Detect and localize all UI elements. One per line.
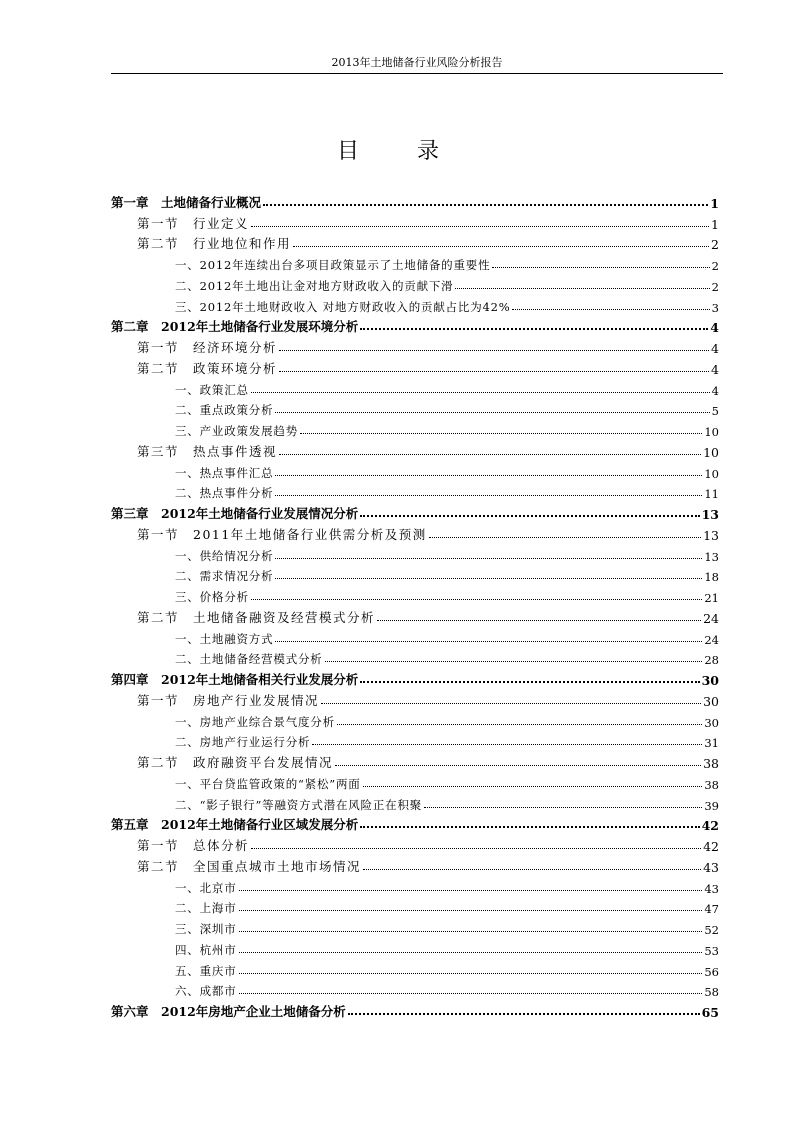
- toc-dot-leader: [279, 350, 709, 351]
- toc-entry-label: 一、热点事件汇总: [175, 465, 274, 480]
- toc-entry-label: 一、2012年连续出台多项目政策显示了土地储备的重要性: [175, 258, 491, 272]
- toc-entry-label: 一、北京市: [175, 880, 237, 895]
- page-title: 目 录: [336, 139, 457, 164]
- toc-subsection-entry[interactable]: [111, 294, 719, 315]
- toc-entry-label: 一、供给情况分析: [175, 548, 274, 563]
- toc-section-entry[interactable]: [111, 232, 719, 253]
- toc-entry-label: 第一节 房地产行业发展情况: [137, 692, 320, 708]
- toc-entry-label: 一、房地产业综合景气度分析: [175, 714, 335, 729]
- toc-dot-leader: [275, 578, 702, 579]
- toc-subsection-entry[interactable]: [111, 418, 719, 439]
- toc-entry-label: 第三节 热点事件透视: [137, 443, 278, 459]
- toc-subsection-entry[interactable]: [111, 709, 719, 730]
- toc-dot-leader: [263, 204, 708, 206]
- toc-page-number: 18: [704, 570, 719, 585]
- toc-page-number: 53: [704, 943, 719, 958]
- table-of-contents: [111, 190, 719, 1020]
- toc-entry-label: 第一节 2011年土地储备行业供需分析及预测: [137, 526, 427, 542]
- toc-dot-leader: [279, 371, 709, 372]
- toc-entry-label: 第二节 全国重点城市土地市场情况: [137, 858, 362, 874]
- toc-dot-leader: [300, 433, 702, 434]
- toc-dot-leader: [275, 558, 702, 559]
- toc-dot-leader: [239, 910, 703, 911]
- toc-page-number: 10: [704, 466, 719, 481]
- toc-entry-label: 第二节 政府融资平台发展情况: [137, 755, 334, 770]
- toc-subsection-entry[interactable]: [111, 564, 719, 585]
- toc-page-number: 65: [701, 1005, 719, 1020]
- toc-subsection-entry[interactable]: [111, 937, 719, 958]
- toc-page-number: 4: [711, 341, 719, 356]
- toc-section-entry[interactable]: [111, 833, 719, 854]
- toc-page-number: 43: [703, 859, 719, 875]
- toc-section-entry[interactable]: [111, 750, 719, 771]
- toc-page-number: 43: [704, 881, 719, 896]
- toc-page-number: 38: [703, 756, 719, 771]
- toc-page-number: 28: [704, 653, 719, 668]
- toc-dot-leader: [279, 454, 701, 455]
- toc-subsection-entry[interactable]: [111, 584, 719, 605]
- toc-dot-leader: [239, 931, 703, 932]
- toc-subsection-entry[interactable]: [111, 979, 719, 1000]
- toc-subsection-entry[interactable]: [111, 896, 719, 917]
- toc-subsection-entry[interactable]: [111, 460, 719, 481]
- toc-section-entry[interactable]: [111, 605, 719, 626]
- toc-dot-leader: [251, 599, 703, 600]
- toc-entry-label: 二、2012年土地出让金对地方财政收入的贡献下滑: [175, 278, 454, 293]
- toc-page-number: 39: [704, 798, 719, 813]
- toc-page-number: 5: [711, 404, 719, 419]
- toc-page-number: 30: [704, 715, 719, 730]
- toc-subsection-entry[interactable]: [111, 543, 719, 564]
- toc-dot-leader: [360, 681, 699, 683]
- toc-entry-label: 第二章 2012年土地储备行业发展环境分析: [111, 319, 359, 335]
- toc-page-number: 3: [711, 300, 719, 315]
- toc-section-entry[interactable]: [111, 522, 719, 543]
- toc-page-number: 13: [701, 507, 719, 522]
- toc-subsection-entry[interactable]: [111, 958, 719, 979]
- toc-page-number: 42: [703, 839, 719, 854]
- toc-entry-label: 第二节 土地储备融资及经营模式分析: [137, 609, 376, 625]
- toc-entry-label: 二、土地储备经营模式分析: [175, 652, 323, 667]
- toc-entry-label: 一、平台贷监管政策的“紧松”两面: [175, 776, 361, 791]
- toc-page-number: 24: [704, 632, 719, 647]
- toc-section-entry[interactable]: [111, 439, 719, 460]
- toc-page-number: 24: [703, 610, 719, 626]
- toc-section-entry[interactable]: [111, 356, 719, 377]
- toc-page-number: 2: [711, 279, 719, 294]
- toc-dot-leader: [455, 288, 709, 289]
- toc-dot-leader: [275, 641, 702, 642]
- toc-page-number: 47: [704, 902, 719, 917]
- toc-entry-label: 一、土地融资方式: [175, 631, 274, 646]
- toc-dot-leader: [429, 537, 701, 538]
- toc-page-number: 58: [704, 985, 719, 1000]
- toc-page-number: 1: [710, 195, 719, 211]
- toc-chapter-entry[interactable]: [111, 190, 719, 211]
- toc-entry-label: 第二节 行业地位和作用: [137, 236, 292, 252]
- running-header: 2013年土地储备行业风险分析报告: [331, 56, 503, 69]
- toc-page-number: 4: [711, 361, 719, 377]
- toc-subsection-entry[interactable]: [111, 875, 719, 896]
- toc-dot-leader: [251, 848, 701, 849]
- toc-page-number: 13: [704, 549, 719, 564]
- toc-page-number: 13: [703, 527, 719, 543]
- toc-entry-label: 一、政策汇总: [175, 382, 249, 397]
- toc-dot-leader: [337, 724, 702, 725]
- toc-page-number: 21: [704, 591, 719, 605]
- toc-page-number: 52: [704, 923, 719, 937]
- toc-dot-leader: [360, 515, 699, 517]
- toc-subsection-entry[interactable]: [111, 273, 719, 294]
- toc-entry-label: 第四章 2012年土地储备相关行业发展分析: [111, 672, 359, 687]
- toc-entry-label: 第五章 2012年土地储备行业区域发展分析: [111, 817, 359, 833]
- toc-dot-leader: [275, 475, 702, 476]
- toc-dot-leader: [360, 826, 699, 828]
- toc-chapter-entry[interactable]: [111, 999, 719, 1020]
- toc-page-number: 56: [704, 964, 719, 979]
- toc-chapter-entry[interactable]: [111, 667, 719, 688]
- toc-subsection-entry[interactable]: [111, 377, 719, 398]
- toc-page-number: 38: [704, 777, 719, 792]
- toc-section-entry[interactable]: [111, 688, 719, 709]
- toc-entry-label: 第一节 经济环境分析: [137, 340, 278, 355]
- toc-page-number: 11: [704, 487, 719, 502]
- toc-dot-leader: [275, 495, 702, 496]
- toc-dot-leader: [321, 703, 701, 704]
- toc-subsection-entry[interactable]: [111, 916, 719, 937]
- toc-chapter-entry[interactable]: [111, 501, 719, 522]
- toc-entry-label: 四、杭州市: [175, 942, 237, 957]
- toc-dot-leader: [239, 973, 703, 974]
- toc-dot-leader: [363, 786, 703, 787]
- toc-subsection-entry[interactable]: [111, 792, 719, 813]
- toc-dot-leader: [492, 267, 709, 268]
- toc-page-number: 10: [703, 444, 719, 460]
- toc-page-number: 30: [703, 693, 719, 709]
- toc-section-entry[interactable]: [111, 211, 719, 232]
- toc-entry-label: 三、产业政策发展趋势: [175, 424, 298, 438]
- toc-chapter-entry[interactable]: [111, 315, 719, 336]
- toc-entry-label: 二、“影子银行”等融资方式潜在风险正在积聚: [175, 797, 423, 812]
- header-divider: [111, 73, 723, 74]
- toc-subsection-entry[interactable]: [111, 730, 719, 751]
- toc-section-entry[interactable]: [111, 854, 719, 875]
- toc-entry-label: 第一章 土地储备行业概况: [111, 194, 262, 210]
- toc-dot-leader: [325, 661, 703, 662]
- toc-entry-label: 三、价格分析: [175, 590, 249, 604]
- toc-subsection-entry[interactable]: [111, 771, 719, 792]
- toc-dot-leader: [424, 807, 702, 808]
- toc-subsection-entry[interactable]: [111, 252, 719, 273]
- toc-page-number: 2: [711, 237, 719, 253]
- toc-entry-label: 二、房地产行业运行分析: [175, 735, 311, 750]
- toc-dot-leader: [363, 869, 701, 870]
- toc-entry-label: 三、2012年土地财政收入 对地方财政收入的贡献占比为42%: [175, 299, 511, 314]
- toc-dot-leader: [348, 1013, 700, 1015]
- toc-entry-label: 二、重点政策分析: [175, 403, 274, 418]
- toc-dot-leader: [335, 765, 701, 766]
- toc-page-number: 1: [711, 216, 719, 232]
- toc-subsection-entry[interactable]: [111, 398, 719, 419]
- toc-entry-label: 六、成都市: [175, 984, 237, 999]
- toc-dot-leader: [312, 744, 702, 745]
- toc-dot-leader: [293, 246, 709, 247]
- toc-entry-label: 三、深圳市: [175, 922, 237, 936]
- toc-subsection-entry[interactable]: [111, 626, 719, 647]
- toc-dot-leader: [239, 952, 703, 953]
- toc-dot-leader: [377, 620, 701, 621]
- toc-page-number: 4: [710, 320, 719, 336]
- toc-dot-leader: [239, 993, 703, 994]
- toc-dot-leader: [512, 309, 709, 310]
- toc-page-number: 30: [701, 673, 719, 688]
- toc-entry-label: 第一节 行业定义: [137, 215, 250, 231]
- toc-dot-leader: [239, 890, 703, 891]
- toc-dot-leader: [251, 392, 710, 393]
- toc-subsection-entry[interactable]: [111, 647, 719, 668]
- toc-page-number: 31: [704, 736, 719, 751]
- toc-page-number: 10: [704, 425, 719, 439]
- toc-subsection-entry[interactable]: [111, 481, 719, 502]
- toc-page-number: 4: [711, 383, 719, 398]
- toc-entry-label: 二、热点事件分析: [175, 486, 274, 501]
- toc-dot-leader: [360, 328, 708, 330]
- toc-chapter-entry[interactable]: [111, 813, 719, 834]
- toc-entry-label: 第一节 总体分析: [137, 838, 250, 853]
- toc-entry-label: 二、上海市: [175, 901, 237, 916]
- toc-page-number: 2: [711, 259, 719, 273]
- toc-dot-leader: [275, 412, 709, 413]
- toc-entry-label: 第三章 2012年土地储备行业发展情况分析: [111, 506, 359, 521]
- toc-page-number: 42: [701, 818, 719, 834]
- toc-entry-label: 第六章 2012年房地产企业土地储备分析: [111, 1004, 346, 1019]
- toc-entry-label: 二、需求情况分析: [175, 569, 274, 584]
- toc-dot-leader: [251, 226, 709, 227]
- toc-entry-label: 五、重庆市: [175, 963, 237, 978]
- toc-section-entry[interactable]: [111, 335, 719, 356]
- toc-entry-label: 第二节 政策环境分析: [137, 360, 278, 376]
